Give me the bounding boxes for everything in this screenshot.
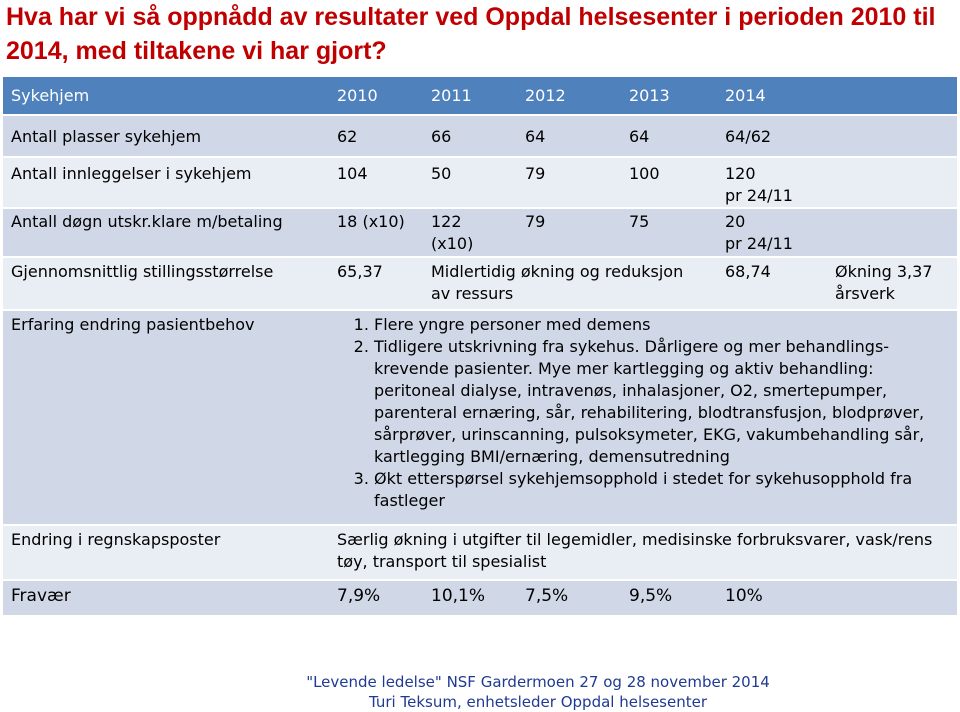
cell-value: 65,37	[329, 258, 423, 311]
header-year: 2012	[517, 77, 621, 116]
list-item: 3. Økt etterspørsel sykehjemsopphold i stedet for sykehusopphold fra fastleger	[374, 468, 957, 512]
footer-event: "Levende ledelse" NSF Gardermoen 27 og 28 november 2014	[306, 673, 770, 691]
cell-value: 79	[517, 209, 621, 258]
table-row-innleggelser	[3, 158, 957, 209]
erfaring-list	[337, 314, 957, 512]
slide-title: Hva har vi så oppnådd av resultater ved Oppdal helsesenter i perioden 2010 til 2014, med tiltakene vi har gjort?	[6, 3, 936, 65]
cell-list	[329, 311, 957, 526]
header-year: 2010	[329, 77, 423, 116]
header-empty	[827, 77, 957, 116]
header-label: Sykehjem	[3, 77, 329, 116]
cell-value: 122 (x10)	[423, 209, 517, 258]
cell-value: 7,9%	[329, 581, 423, 617]
table-row-plasser	[3, 116, 957, 158]
cell-empty	[827, 209, 957, 258]
list-item: 2. Tidligere utskrivning fra sykehus. Dårligere og mer behandlings-krevende pasienter. Mye mer kartlegging og aktiv behandling: peritoneal dialyse, intravenøs, inhalasjoner, O2, smertepumper, parenteral ernæring, sår, rehabilitering, blodtransfusjon, blodprøver, sårprøver, urinscanning, pulsoksymeter, EKG, vakumbehandling sår, kartlegging BMI/ernæring, demensutredning	[374, 336, 957, 468]
cell-value: 104	[329, 158, 423, 209]
cell-value: 10%	[717, 581, 827, 617]
cell-value: 10,1%	[423, 581, 517, 617]
table-row-regnskap	[3, 526, 957, 581]
cell-value: 64/62	[717, 116, 827, 158]
cell-text: Særlig økning i utgifter til legemidler, medisinske forbruksvarer, vask/rens tøy, transport til spesialist	[329, 526, 957, 581]
table-row-stillingsstorrelse	[3, 258, 957, 311]
table-row-fravar	[3, 581, 957, 617]
cell-value: 68,74	[717, 258, 827, 311]
row-label: Antall plasser sykehjem	[3, 116, 329, 158]
header-year: 2011	[423, 77, 517, 116]
cell-empty	[827, 158, 957, 209]
cell-note: Midlertidig økning og reduksjon av ressurs	[423, 258, 717, 311]
header-year: 2014	[717, 77, 827, 116]
header-year: 2013	[621, 77, 717, 116]
cell-note: Økning 3,37 årsverk	[827, 258, 957, 311]
row-label: Fravær	[3, 581, 329, 617]
cell-value: 64	[621, 116, 717, 158]
row-label: Antall innleggelser i sykehjem	[3, 158, 329, 209]
cell-value: 62	[329, 116, 423, 158]
cell-value: 79	[517, 158, 621, 209]
row-label: Antall døgn utskr.klare m/betaling	[3, 209, 329, 258]
cell-value: 120 pr 24/11	[717, 158, 827, 209]
table-header-row	[3, 77, 957, 116]
cell-value: 100	[621, 158, 717, 209]
cell-value: 66	[423, 116, 517, 158]
cell-value: 75	[621, 209, 717, 258]
row-label: Gjennomsnittlig stillingsstørrelse	[3, 258, 329, 311]
cell-value: 20 pr 24/11	[717, 209, 827, 258]
cell-value: 64	[517, 116, 621, 158]
row-label: Erfaring endring pasientbehov	[3, 311, 329, 526]
table-row-erfaring	[3, 311, 957, 526]
cell-empty	[827, 581, 957, 617]
cell-empty	[827, 116, 957, 158]
cell-value: 18 (x10)	[329, 209, 423, 258]
row-label: Endring i regnskapsposter	[3, 526, 329, 581]
cell-value: 50	[423, 158, 517, 209]
cell-value: 7,5%	[517, 581, 621, 617]
results-table	[3, 77, 957, 617]
table-row-dogn	[3, 209, 957, 258]
cell-value: 9,5%	[621, 581, 717, 617]
list-item: 1. Flere yngre personer med demens	[374, 314, 957, 336]
footer-author: Turi Teksum, enhetsleder Oppdal helsesenter	[368, 693, 707, 711]
